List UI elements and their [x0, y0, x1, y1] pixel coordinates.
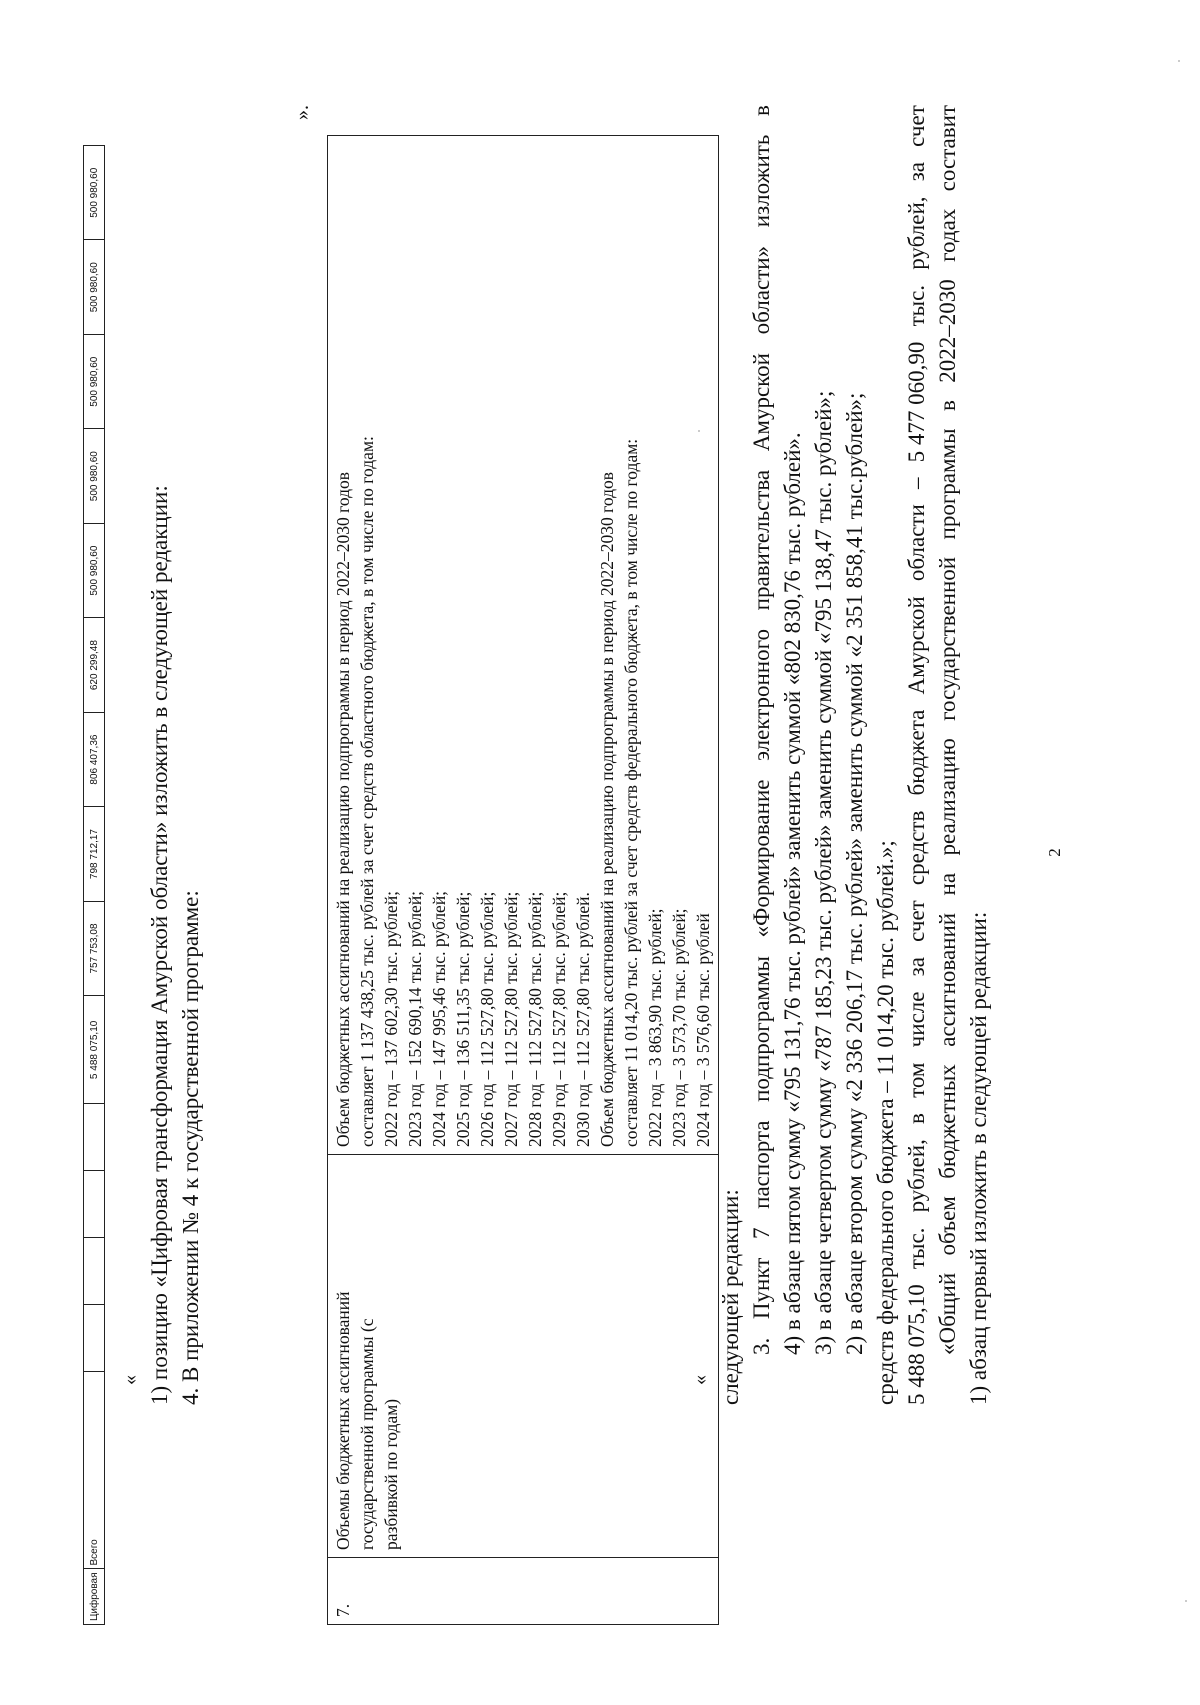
word: тыс. — [904, 1227, 929, 1270]
open-quote: « — [689, 1375, 711, 1385]
word: 5 488 075,10 — [904, 1284, 929, 1405]
value-cell: 620 299,48 — [84, 618, 105, 712]
item-2-text: 2) в абзаце втором сумму «2 336 206,17 тыс. рублей» заменить суммой «2 351 858,41 тыс.рублей»; — [842, 392, 867, 1355]
item-3-text: 3) в абзаце четвертом сумму «787 185,23 тыс. рублей» заменить суммой «795 138,47 тыс. рублей»; — [811, 390, 836, 1355]
word: 2022–2030 — [935, 279, 960, 383]
passport-table — [327, 135, 719, 1625]
word: в — [749, 105, 774, 116]
content-line: Объем бюджетных ассигнований на реализацию подпрограммы в период 2022–2030 годов — [333, 471, 353, 1147]
table-row — [328, 136, 719, 1625]
empty-cell — [84, 1238, 105, 1305]
word: рублей, — [904, 196, 929, 270]
word: числе — [904, 991, 929, 1048]
word: на — [935, 872, 960, 896]
word: электронного — [749, 629, 774, 761]
content-line: 2023 год – 152 690,14 тыс. рублей; — [405, 890, 425, 1147]
content-line: Объем бюджетных ассигнований на реализацию подпрограммы в период 2022–2030 годов — [597, 471, 617, 1147]
value-cell: 500 980,60 — [84, 429, 105, 523]
word: правительства — [749, 469, 774, 611]
section-4-open-quote: « — [119, 1375, 141, 1385]
word: области» — [749, 245, 774, 335]
word: составит — [935, 105, 960, 192]
word: паспорта — [749, 1120, 774, 1209]
word: области — [904, 504, 929, 582]
row-number: 7. — [333, 1603, 353, 1617]
word: том — [904, 1062, 929, 1098]
value-cell: 757 753,08 — [84, 901, 105, 995]
empty-cell — [84, 1305, 105, 1372]
word: средств — [904, 810, 929, 886]
scan-speck — [1178, 60, 1180, 62]
rotated-document-page — [45, 80, 1135, 1625]
word: государственной — [935, 556, 960, 721]
content-line: 2026 год – 112 527,80 тыс. рублей; — [477, 891, 497, 1147]
word: – — [904, 477, 929, 490]
quote-line-3: средств федерального бюджета – 11 014,20 тыс. рублей.»; — [873, 840, 898, 1405]
program-name-cell: Цифровая — [84, 1569, 105, 1625]
section-3-line-2: следующей редакции: — [718, 1189, 743, 1405]
word: программы — [935, 428, 960, 540]
value-cell: 500 980,60 — [84, 523, 105, 617]
item-4-text: 4) в абзаце пятом сумму «795 131,76 тыс. рублей» заменить суммой «802 830,76 тыс. рублей». — [780, 432, 805, 1355]
finance-table — [83, 145, 105, 1625]
word: ассигнований — [935, 912, 960, 1047]
word: 7 — [749, 1227, 774, 1240]
table-row — [84, 146, 105, 1625]
row-content-cell — [328, 136, 719, 1155]
word: бюджетных — [935, 1064, 960, 1179]
content-line: 2025 год – 136 511,35 тыс. рублей; — [453, 891, 473, 1147]
empty-cell — [84, 1171, 105, 1238]
section-3-line-1 — [746, 105, 777, 1355]
item-1-text: 1) абзац первый изложить в следующей редакции: — [966, 911, 991, 1405]
word: «Формирование — [749, 779, 774, 938]
word: рублей, — [904, 1139, 929, 1213]
word: счет — [904, 900, 929, 942]
section-4-heading: 4. В приложении № 4 к государственной программе: — [178, 890, 203, 1405]
word: за — [904, 957, 929, 977]
content-line: 2028 год – 112 527,80 тыс. рублей; — [525, 891, 545, 1147]
value-cell: 5 488 075,10 — [84, 996, 105, 1104]
word: Пункт — [749, 1257, 774, 1320]
word: бюджета — [904, 709, 929, 796]
word: подпрограммы — [749, 956, 774, 1102]
word: Амурской — [904, 596, 929, 695]
value-cell: 806 407,36 — [84, 712, 105, 806]
section-4-item-1: 1) позицию «Цифровая трансформация Амурской области» изложить в следующей редакции: — [147, 485, 172, 1405]
value-cell: 500 980,60 — [84, 240, 105, 334]
content-line: составляет 11 014,20 тыс. рублей за счет средств федерального бюджета, в том числе по годам: — [621, 438, 641, 1147]
value-cell: 500 980,60 — [84, 334, 105, 428]
word: Амурской — [749, 353, 774, 452]
value-cell: 500 980,60 — [84, 146, 105, 240]
word: за — [904, 162, 929, 182]
word: 3. — [749, 1337, 774, 1355]
content-line: 2023 год – 3 573,70 тыс. рублей; — [669, 908, 689, 1147]
row-name-line: разбивкой по годам) — [381, 1398, 401, 1550]
word: счет — [904, 105, 929, 147]
content-line: составляет 1 137 438,25 тыс. рублей за счет средств областного бюджета, в том числе по годам: — [357, 436, 377, 1147]
quote-line-1 — [932, 105, 963, 1355]
row-name-line: государственной программы (с — [357, 1318, 377, 1550]
word: изложить — [749, 134, 774, 228]
scan-speck — [1185, 1600, 1187, 1602]
empty-cell — [84, 1104, 105, 1171]
word: реализацию — [935, 738, 960, 856]
content-line: 2022 год – 3 863,90 тыс. рублей; — [645, 908, 665, 1147]
word: «Общий — [935, 1272, 960, 1355]
close-quote: ». — [291, 105, 313, 120]
word: объем — [935, 1196, 960, 1256]
content-line: 2027 год – 112 527,80 тыс. рублей; — [501, 891, 521, 1147]
word: годах — [935, 208, 960, 262]
content-line: 2030 год – 112 527,80 тыс. рублей. — [573, 892, 593, 1147]
word: 5 477 060,90 — [904, 341, 929, 463]
content-line: 2024 год – 3 576,60 тыс. рублей — [693, 913, 713, 1147]
page-number: 2 — [1045, 848, 1064, 857]
row-name-line: Объемы бюджетных ассигнований — [333, 1291, 353, 1550]
row-number-cell — [328, 1558, 719, 1625]
value-cell: 798 712,17 — [84, 807, 105, 901]
total-label-cell: Всего — [84, 1372, 105, 1569]
row-name-cell — [328, 1155, 719, 1558]
content-line: 2024 год – 147 995,46 тыс. рублей; — [429, 890, 449, 1147]
content-line: 2029 год – 112 527,80 тыс. рублей; — [549, 891, 569, 1147]
quote-line-2 — [901, 105, 932, 1405]
word: в — [904, 1113, 929, 1124]
word: тыс. — [904, 284, 929, 327]
word: в — [935, 400, 960, 412]
content-line: 2022 год – 137 602,30 тыс. рублей; — [381, 890, 401, 1147]
